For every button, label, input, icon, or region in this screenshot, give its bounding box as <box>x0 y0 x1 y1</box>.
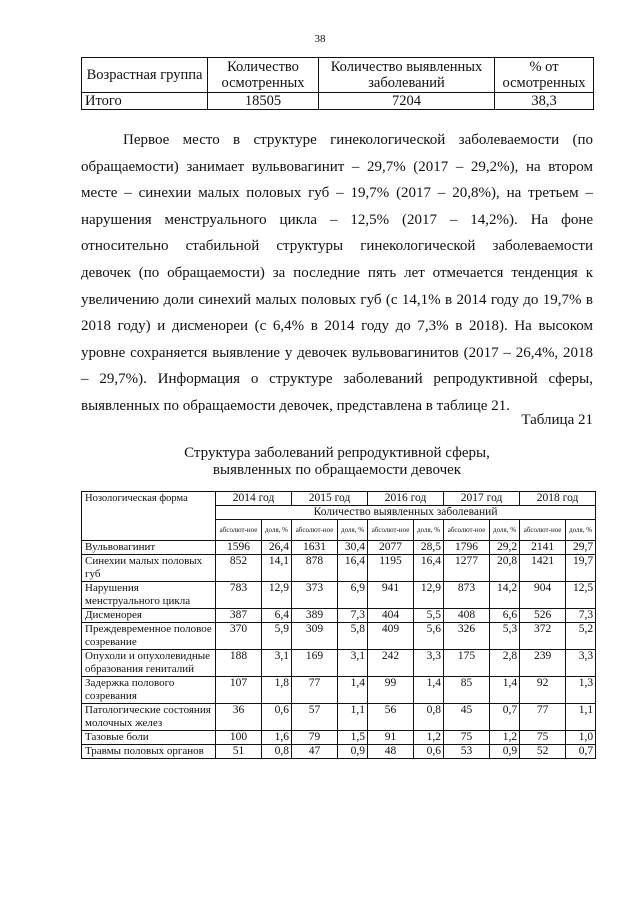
cell-absolute: 1277 <box>444 555 490 582</box>
cell-share-percent: 1,1 <box>338 704 368 731</box>
cell-absolute: 783 <box>216 582 262 609</box>
cell-absolute: 326 <box>444 623 490 650</box>
cell-share-percent: 1,4 <box>414 677 444 704</box>
cell-share-percent: 0,9 <box>490 745 520 759</box>
cell-share-percent: 6,4 <box>262 609 292 623</box>
cell-absolute: 904 <box>520 582 566 609</box>
cell-absolute: 309 <box>292 623 338 650</box>
cell-share-percent: 2,8 <box>490 650 520 677</box>
cell-absolute: 57 <box>292 704 338 731</box>
page-number: 38 <box>314 33 326 45</box>
row-nosological-form: Травмы половых органов <box>82 745 216 759</box>
table-row <box>82 704 596 731</box>
cell-share-percent: 5,6 <box>414 623 444 650</box>
cell-share-percent: 0,7 <box>566 745 596 759</box>
cell-share-percent: 12,5 <box>566 582 596 609</box>
table-row <box>82 745 596 759</box>
cell-share-percent: 3,3 <box>414 650 444 677</box>
cell-absolute: 404 <box>368 609 414 623</box>
diseases-table-body <box>82 541 596 759</box>
cell-absolute: 2141 <box>520 541 566 555</box>
cell-share-percent: 1,2 <box>490 731 520 745</box>
cell-share-percent: 5,3 <box>490 623 520 650</box>
header-year-2015: 2015 год <box>292 492 368 506</box>
cell-absolute: 107 <box>216 677 262 704</box>
cell-share-percent: 5,9 <box>262 623 292 650</box>
cell-share-percent: 1,0 <box>566 731 596 745</box>
cell-share-percent: 0,6 <box>414 745 444 759</box>
row-nosological-form: Опухоли и опухолевидные образования гениталий <box>82 650 216 677</box>
cell-share-percent: 3,1 <box>338 650 368 677</box>
cell-share-percent: 0,9 <box>338 745 368 759</box>
cell-absolute: 878 <box>292 555 338 582</box>
cell-share-percent: 1,1 <box>566 704 596 731</box>
subheader-share-percent: доля, % <box>262 520 292 541</box>
cell-share-percent: 1,8 <box>262 677 292 704</box>
row-nosological-form: Вульвовагинит <box>82 541 216 555</box>
row-nosological-form: Дисменорея <box>82 609 216 623</box>
cell-absolute: 169 <box>292 650 338 677</box>
cell-share-percent: 0,6 <box>262 704 292 731</box>
cell-absolute: 56 <box>368 704 414 731</box>
cell-share-percent: 14,2 <box>490 582 520 609</box>
summary-total-percent: 38,3 <box>495 93 594 110</box>
cell-absolute: 100 <box>216 731 262 745</box>
cell-absolute: 92 <box>520 677 566 704</box>
summary-header-detected: Количество выявленных заболеваний <box>319 58 495 93</box>
row-nosological-form: Синехии малых половых губ <box>82 555 216 582</box>
cell-share-percent: 0,8 <box>262 745 292 759</box>
cell-share-percent: 5,5 <box>414 609 444 623</box>
cell-share-percent: 12,9 <box>414 582 444 609</box>
subheader-absolute: абсолют-ное <box>216 520 262 541</box>
body-paragraph: Первое место в структуре гинекологической заболеваемости (по обращаемости) занимает вульвовагинит – 29,7% (2017 – 29,2%), на втором месте – синехии малых половых губ – 19,7% (2017 – 20,8%), на третьем – нарушения менструального цикла – 12,5% (2017 – 14,2%). На фоне относительно стабильной структуры гинекологической заболеваемости девочек (по обращаемости) за последние пять лет отмечается тенденция к увеличению доли синехий малых половых губ (с 14,1% в 2014 году до 19,7% в 2018 году) и дисменореи (с 6,4% в 2014 году до 7,3% в 2018). На высоком уровне сохраняется выявление у девочек вульвовагинитов (2017 – 26,4%, 2018 – 29,7%). Информация о структуре заболеваний репродуктивной сферы, выявленных по обращаемости девочек, представлена в таблице 21. <box>81 132 593 414</box>
summary-header-examined: Количество осмотренных <box>208 58 319 93</box>
header-year-2018: 2018 год <box>520 492 596 506</box>
table-row <box>82 582 596 609</box>
cell-absolute: 373 <box>292 582 338 609</box>
cell-share-percent: 6,9 <box>338 582 368 609</box>
cell-share-percent: 28,5 <box>414 541 444 555</box>
cell-share-percent: 30,4 <box>338 541 368 555</box>
cell-share-percent: 1,4 <box>490 677 520 704</box>
cell-share-percent: 29,2 <box>490 541 520 555</box>
subheader-share-percent: доля, % <box>338 520 368 541</box>
cell-share-percent: 1,3 <box>566 677 596 704</box>
row-nosological-form: Патологические состояния молочных желез <box>82 704 216 731</box>
table-row <box>82 623 596 650</box>
summary-header-percent: % от осмотренных <box>495 58 594 93</box>
cell-absolute: 79 <box>292 731 338 745</box>
header-nosological-form: Нозологическая форма <box>82 492 216 541</box>
cell-absolute: 188 <box>216 650 262 677</box>
diseases-table <box>81 491 596 759</box>
cell-absolute: 2077 <box>368 541 414 555</box>
subheader-share-percent: доля, % <box>566 520 596 541</box>
cell-absolute: 52 <box>520 745 566 759</box>
cell-share-percent: 29,7 <box>566 541 596 555</box>
table-row <box>82 609 596 623</box>
subheader-share-percent: доля, % <box>414 520 444 541</box>
cell-absolute: 1631 <box>292 541 338 555</box>
cell-absolute: 75 <box>444 731 490 745</box>
header-year-2014: 2014 год <box>216 492 292 506</box>
summary-total-examined: 18505 <box>208 93 319 110</box>
summary-total-detected: 7204 <box>319 93 495 110</box>
cell-share-percent: 6,6 <box>490 609 520 623</box>
cell-share-percent: 5,2 <box>566 623 596 650</box>
cell-share-percent: 0,7 <box>490 704 520 731</box>
summary-header-age-group: Возрастная группа <box>82 58 208 93</box>
cell-share-percent: 16,4 <box>338 555 368 582</box>
cell-absolute: 1796 <box>444 541 490 555</box>
cell-share-percent: 12,9 <box>262 582 292 609</box>
row-nosological-form: Задержка полового созревания <box>82 677 216 704</box>
row-nosological-form: Тазовые боли <box>82 731 216 745</box>
diseases-table-years-row <box>82 492 596 506</box>
cell-absolute: 242 <box>368 650 414 677</box>
cell-absolute: 77 <box>292 677 338 704</box>
table-row <box>82 677 596 704</box>
cell-share-percent: 3,1 <box>262 650 292 677</box>
cell-absolute: 85 <box>444 677 490 704</box>
cell-share-percent: 7,3 <box>566 609 596 623</box>
cell-share-percent: 1,6 <box>262 731 292 745</box>
cell-absolute: 370 <box>216 623 262 650</box>
header-year-2016: 2016 год <box>368 492 444 506</box>
cell-absolute: 99 <box>368 677 414 704</box>
cell-share-percent: 19,7 <box>566 555 596 582</box>
table-title-line-1: Структура заболеваний репродуктивной сферы, <box>184 445 490 461</box>
subheader-absolute: абсолют-ное <box>368 520 414 541</box>
table-row <box>82 731 596 745</box>
header-year-2017: 2017 год <box>444 492 520 506</box>
subheader-share-percent: доля, % <box>490 520 520 541</box>
cell-absolute: 1596 <box>216 541 262 555</box>
cell-absolute: 852 <box>216 555 262 582</box>
cell-share-percent: 26,4 <box>262 541 292 555</box>
cell-share-percent: 16,4 <box>414 555 444 582</box>
cell-absolute: 409 <box>368 623 414 650</box>
cell-absolute: 408 <box>444 609 490 623</box>
cell-absolute: 36 <box>216 704 262 731</box>
cell-absolute: 51 <box>216 745 262 759</box>
cell-share-percent: 5,8 <box>338 623 368 650</box>
cell-absolute: 941 <box>368 582 414 609</box>
header-detected-count: Количество выявленных заболеваний <box>216 506 596 520</box>
cell-share-percent: 1,2 <box>414 731 444 745</box>
table-row <box>82 555 596 582</box>
row-nosological-form: Преждевременное половое созревание <box>82 623 216 650</box>
table-row <box>82 650 596 677</box>
cell-share-percent: 0,8 <box>414 704 444 731</box>
cell-share-percent: 3,3 <box>566 650 596 677</box>
subheader-absolute: абсолют-ное <box>292 520 338 541</box>
cell-absolute: 175 <box>444 650 490 677</box>
cell-absolute: 45 <box>444 704 490 731</box>
summary-table-total-row <box>82 93 594 110</box>
cell-absolute: 526 <box>520 609 566 623</box>
row-nosological-form: Нарушения менструального цикла <box>82 582 216 609</box>
cell-share-percent: 14,1 <box>262 555 292 582</box>
cell-absolute: 387 <box>216 609 262 623</box>
cell-absolute: 372 <box>520 623 566 650</box>
cell-absolute: 75 <box>520 731 566 745</box>
cell-absolute: 77 <box>520 704 566 731</box>
cell-share-percent: 20,8 <box>490 555 520 582</box>
cell-share-percent: 1,4 <box>338 677 368 704</box>
cell-absolute: 1195 <box>368 555 414 582</box>
subheader-absolute: абсолют-ное <box>444 520 490 541</box>
cell-absolute: 1421 <box>520 555 566 582</box>
summary-total-label: Итого <box>82 93 208 110</box>
summary-table-header-row <box>82 58 594 93</box>
table-row <box>82 541 596 555</box>
cell-absolute: 389 <box>292 609 338 623</box>
cell-share-percent: 1,5 <box>338 731 368 745</box>
cell-absolute: 91 <box>368 731 414 745</box>
cell-absolute: 53 <box>444 745 490 759</box>
summary-table <box>81 57 594 110</box>
table-number: Таблица 21 <box>521 412 593 428</box>
cell-share-percent: 7,3 <box>338 609 368 623</box>
table-title <box>81 445 593 479</box>
cell-absolute: 873 <box>444 582 490 609</box>
cell-absolute: 239 <box>520 650 566 677</box>
subheader-absolute: абсолют-ное <box>520 520 566 541</box>
cell-absolute: 47 <box>292 745 338 759</box>
table-title-line-2: выявленных по обращаемости девочек <box>212 462 462 478</box>
cell-absolute: 48 <box>368 745 414 759</box>
